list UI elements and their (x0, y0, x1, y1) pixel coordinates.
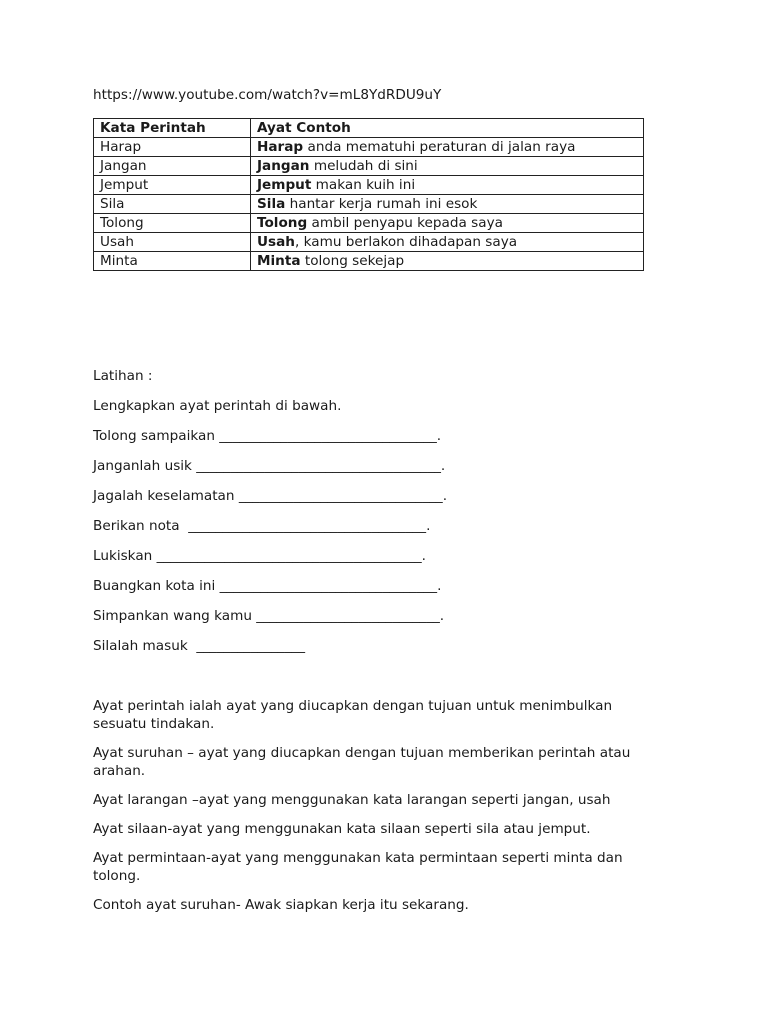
youtube-link[interactable]: https://www.youtube.com/watch?v=mL8YdRDU9uY (93, 87, 442, 103)
command-word: Minta (94, 252, 251, 271)
command-word: Harap (94, 138, 251, 157)
exercise-item: Lukiskan _______________________________________. (93, 548, 426, 564)
exercise-title: Latihan : (93, 368, 153, 384)
exercise-item: Silalah masuk ________________ (93, 638, 306, 654)
example-rest: hantar kerja rumah ini esok (285, 196, 478, 212)
example-sentence (251, 195, 644, 214)
exercise-item: Buangkan kota ini ________________________________. (93, 578, 442, 594)
example-bold-word: Minta (257, 253, 301, 269)
note-paragraph: Ayat larangan –ayat yang menggunakan kata larangan seperti jangan, usah (93, 792, 611, 808)
exercise-section (93, 368, 447, 668)
example-sentence (251, 176, 644, 195)
example-bold-word: Sila (257, 196, 286, 212)
command-word: Sila (94, 195, 251, 214)
command-word: Tolong (94, 214, 251, 233)
example-rest: tolong sekejap (300, 253, 405, 269)
exercise-item: Janganlah usik ____________________________________. (93, 458, 446, 474)
example-bold-word: Tolong (257, 215, 308, 231)
example-rest: meludah di sini (309, 158, 418, 174)
table-row (94, 233, 644, 252)
table-row (94, 157, 644, 176)
example-bold-word: Usah (257, 234, 295, 250)
exercise-item: Jagalah keselamatan ______________________________. (93, 488, 448, 504)
example-sentence (251, 138, 644, 157)
example-sentence (251, 157, 644, 176)
example-bold-word: Harap (257, 139, 304, 155)
example-rest: makan kuih ini (311, 177, 416, 193)
example-sentence (251, 233, 644, 252)
note-paragraph: Ayat permintaan-ayat yang menggunakan kata permintaan seperti minta dan tolong. (93, 850, 623, 884)
table-row (94, 176, 644, 195)
example-rest: ambil penyapu kepada saya (307, 215, 503, 231)
example-bold-word: Jangan (257, 158, 310, 174)
command-word: Usah (94, 233, 251, 252)
command-word: Jangan (94, 157, 251, 176)
table-row (94, 195, 644, 214)
note-paragraph: Contoh ayat suruhan- Awak siapkan kerja itu sekarang. (93, 897, 469, 913)
exercise-instruction: Lengkapkan ayat perintah di bawah. (93, 398, 342, 414)
header-kata-perintah: Kata Perintah (94, 119, 251, 138)
command-words-table (93, 118, 644, 271)
note-paragraph: Ayat silaan-ayat yang menggunakan kata silaan seperti sila atau jemput. (93, 821, 591, 837)
example-sentence (251, 214, 644, 233)
exercise-item: Berikan nota ___________________________________. (93, 518, 431, 534)
notes-section (93, 697, 653, 925)
command-word: Jemput (94, 176, 251, 195)
table-row (94, 214, 644, 233)
example-bold-word: Jemput (257, 177, 312, 193)
example-rest: anda mematuhi peraturan di jalan raya (303, 139, 576, 155)
example-sentence (251, 252, 644, 271)
table-row (94, 138, 644, 157)
table-row (94, 252, 644, 271)
note-paragraph: Ayat perintah ialah ayat yang diucapkan dengan tujuan untuk menimbulkan sesuatu tindakan. (93, 698, 613, 732)
table-header-row (94, 119, 644, 138)
note-paragraph: Ayat suruhan – ayat yang diucapkan dengan tujuan memberikan perintah atau arahan. (93, 745, 631, 779)
exercise-item: Tolong sampaikan ________________________________. (93, 428, 442, 444)
header-ayat-contoh: Ayat Contoh (251, 119, 644, 138)
exercise-item: Simpankan wang kamu ___________________________. (93, 608, 445, 624)
example-rest: , kamu berlakon dihadapan saya (294, 234, 518, 250)
